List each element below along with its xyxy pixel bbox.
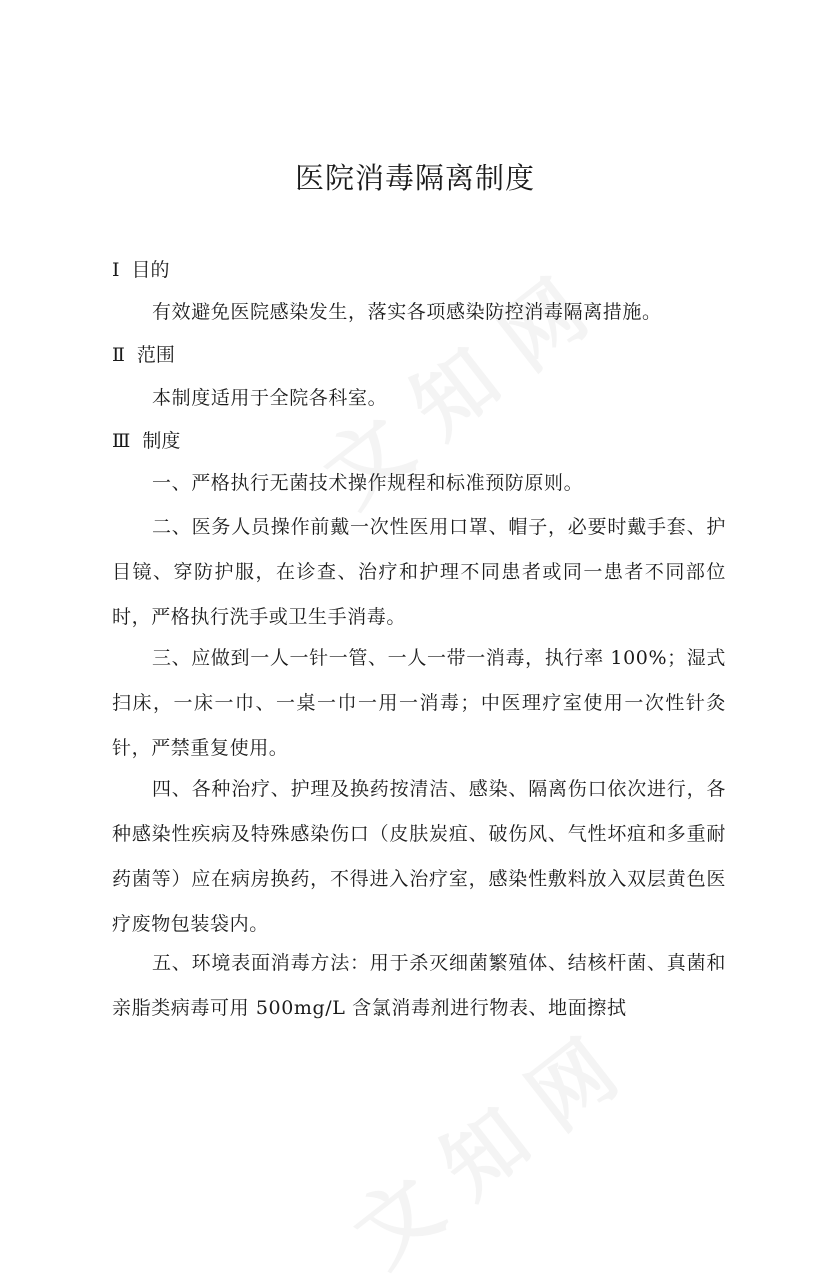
watermark <box>326 1009 637 1288</box>
section-heading-text: 目的 <box>131 259 170 281</box>
section-number: Ⅲ <box>112 430 131 452</box>
document-title: 医院消毒隔离制度 <box>294 161 535 195</box>
section-number: Ⅰ <box>112 259 120 281</box>
scope-paragraph: 本制度适用于全院各科室。 <box>152 387 388 409</box>
section-number: Ⅱ <box>112 344 125 366</box>
rule-paragraph-2: 二、医务人员操作前戴一次性医用口罩、帽子，必要时戴手套、护目镜、穿防护服，在诊查、治疗和护理不同患者或同一患者不同部位时，严格执行洗手或卫生手消毒。 <box>112 516 726 628</box>
section-heading-text: 制度 <box>142 430 181 452</box>
section-heading-text: 范围 <box>136 344 175 366</box>
rule-paragraph-1: 一、严格执行无菌技术操作规程和标准预防原则。 <box>152 472 584 494</box>
section-heading-purpose <box>112 256 170 284</box>
section-heading-rules <box>112 427 180 455</box>
section-heading-scope <box>112 341 175 369</box>
rule-paragraph-4: 四、各种治疗、护理及换药按清洁、感染、隔离伤口依次进行，各种感染性疾病及特殊感染伤口（皮肤炭疽、破伤风、气性坏疽和多重耐药菌等）应在病房换药，不得进入治疗室，感染性敷料放入双层黄色医疗废物包装袋内。 <box>112 778 726 935</box>
rule-paragraph-5: 五、环境表面消毒方法：用于杀灭细菌繁殖体、结核杆菌、真菌和亲脂类病毒可用 500mg/L 含氯消毒剂进行物表、地面擦拭 <box>112 952 726 1019</box>
purpose-paragraph: 有效避免医院感染发生，落实各项感染防控消毒隔离措施。 <box>152 301 662 323</box>
rule-paragraph-3: 三、应做到一人一针一管、一人一带一消毒，执行率 100%；湿式扫床，一床一巾、一桌一巾一用一消毒；中医理疗室使用一次性针灸针，严禁重复使用。 <box>112 647 726 759</box>
